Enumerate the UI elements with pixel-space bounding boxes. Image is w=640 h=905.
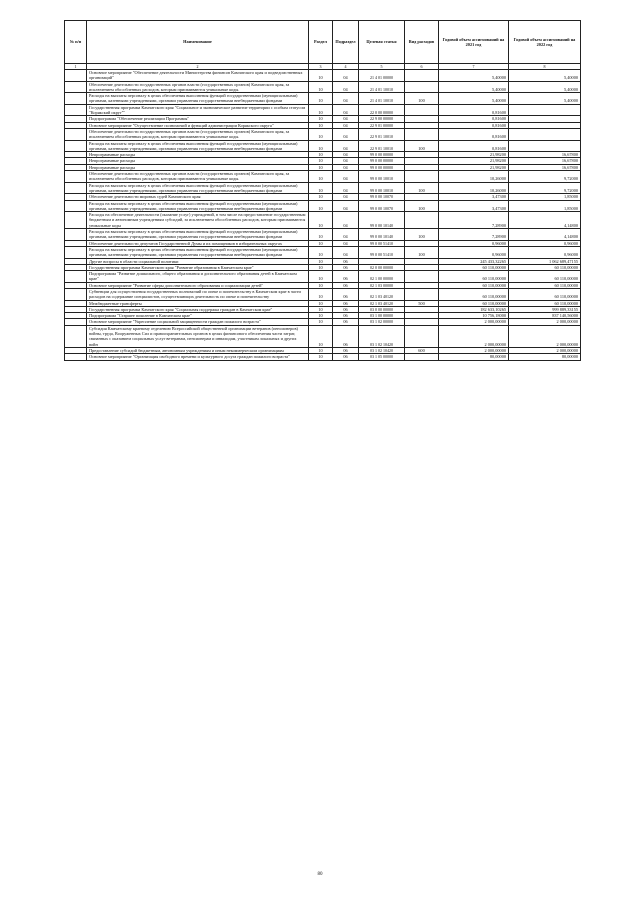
row-podrazdel: 04 — [333, 93, 359, 105]
row-index — [65, 81, 87, 93]
row-amount-2021: 0,81600 — [439, 116, 509, 122]
row-expense-type — [405, 288, 439, 300]
row-razdel: 10 — [309, 128, 333, 140]
table-header-row — [65, 21, 581, 64]
row-name: Расходы на обеспечение деятельности (оказание услуг) учреждений, в том числе на предоставление государственным бюджетным и автономным учреждениям субсидий, за исключением обособленных расходов, которым присваиваются уникальные коды — [87, 212, 309, 229]
row-amount-2021: 5,40000 — [439, 81, 509, 93]
column-header: Годовой объем ассигнований на 2022 год — [509, 21, 581, 64]
row-name: Расходы на выплаты персоналу в целях обеспечения выполнения функций государственными (муниципальными) органами, казенными учреждениями, органами управления государственными внебюджетными фондами — [87, 182, 309, 194]
row-amount-2022: 4,14800 — [509, 229, 581, 241]
row-podrazdel: 06 — [333, 354, 359, 360]
row-name: Подпрограмма "Обеспечение реализации Программы" — [87, 116, 309, 122]
row-expense-type: 100 — [405, 246, 439, 258]
row-razdel: 10 — [309, 288, 333, 300]
row-target-article: 03 1 00 00000 — [359, 313, 405, 319]
table-row — [65, 171, 581, 183]
row-target-article: 03 1 02 10420 — [359, 347, 405, 353]
row-podrazdel: 04 — [333, 200, 359, 212]
row-name: Непрограммные расходы — [87, 152, 309, 158]
table-row — [65, 81, 581, 93]
row-podrazdel: 04 — [333, 171, 359, 183]
row-razdel: 10 — [309, 158, 333, 164]
table-row — [65, 288, 581, 300]
row-amount-2022: 2 000,00000 — [509, 347, 581, 353]
row-razdel: 10 — [309, 264, 333, 270]
row-target-article: 02 1 03 40120 — [359, 288, 405, 300]
row-amount-2021: 0,96000 — [439, 240, 509, 246]
table-row — [65, 300, 581, 306]
row-expense-type — [405, 171, 439, 183]
row-name: Основное мероприятие "Укрепление социальной защищенности граждан пожилого возраста" — [87, 319, 309, 325]
row-target-article: 99 0 00 10010 — [359, 171, 405, 183]
row-razdel: 10 — [309, 212, 333, 229]
column-number: 7 — [439, 64, 509, 70]
row-podrazdel: 04 — [333, 152, 359, 158]
row-name: Расходы на выплаты персоналу в целях обеспечения выполнения функций государственными (муниципальными) органами, казенными учреждениями, органами управления государственными внебюджетными фондами — [87, 229, 309, 241]
row-expense-type — [405, 81, 439, 93]
row-name: Непрограммные расходы — [87, 158, 309, 164]
table-row — [65, 194, 581, 200]
table-row — [65, 325, 581, 347]
row-index — [65, 271, 87, 283]
row-expense-type: 100 — [405, 200, 439, 212]
row-name: Расходы на выплаты персоналу в целях обеспечения выполнения функций государственными (муниципальными) органами, казенными учреждениями, органами управления государственными внебюджетными фондами — [87, 140, 309, 152]
row-amount-2021: 80,00000 — [439, 354, 509, 360]
row-podrazdel: 04 — [333, 240, 359, 246]
row-target-article: 22 0 00 00000 — [359, 104, 405, 116]
row-target-article: 22 9 00 00000 — [359, 116, 405, 122]
row-target-article: 99 0 00 00000 — [359, 158, 405, 164]
document-page — [64, 20, 580, 361]
row-amount-2021: 60 110,00000 — [439, 300, 509, 306]
column-header: Наименование — [87, 21, 309, 64]
row-podrazdel: 04 — [333, 212, 359, 229]
row-amount-2021: 21,98200 — [439, 158, 509, 164]
row-podrazdel: 04 — [333, 140, 359, 152]
table-row — [65, 282, 581, 288]
row-target-article: 03 1 05 00000 — [359, 354, 405, 360]
row-razdel: 10 — [309, 140, 333, 152]
row-podrazdel: 06 — [333, 347, 359, 353]
row-expense-type — [405, 325, 439, 347]
row-amount-2022: 2 000,00000 — [509, 325, 581, 347]
row-target-article: 99 0 00 00000 — [359, 152, 405, 158]
row-expense-type: 100 — [405, 182, 439, 194]
row-podrazdel: 04 — [333, 70, 359, 82]
row-podrazdel: 06 — [333, 325, 359, 347]
row-podrazdel: 04 — [333, 122, 359, 128]
row-target-article: 22 9 01 10010 — [359, 128, 405, 140]
column-number: 3 — [309, 64, 333, 70]
row-podrazdel: 04 — [333, 164, 359, 170]
table-row — [65, 229, 581, 241]
row-podrazdel: 06 — [333, 282, 359, 288]
row-amount-2021: 0,81600 — [439, 104, 509, 116]
row-razdel: 10 — [309, 258, 333, 264]
row-target-article: 03 1 02 00000 — [359, 319, 405, 325]
row-razdel: 10 — [309, 116, 333, 122]
row-amount-2022 — [509, 140, 581, 152]
row-target-article: 99 0 00 51410 — [359, 246, 405, 258]
row-amount-2021: 0,81600 — [439, 140, 509, 152]
row-podrazdel: 06 — [333, 313, 359, 319]
row-podrazdel: 06 — [333, 319, 359, 325]
column-header: № п/п — [65, 21, 87, 64]
row-name: Государственная программа Камчатского края "Социальное и экономическое развитие территории с особым статусом "Корякский округ"" — [87, 104, 309, 116]
row-name: Субсидия Камчатскому краевому отделению Всероссийской общественной организации ветеранов (пенсионеров) войны, труда, Вооруженных Сил и правоохранительных органов в целях финансового обеспечения части затрат, связанных с оказанием социальных услуг ветеранам, пенсионерам и инвалидам, участникам локальных и других войн — [87, 325, 309, 347]
row-index — [65, 140, 87, 152]
row-name: Непрограммные расходы — [87, 164, 309, 170]
row-index — [65, 229, 87, 241]
row-target-article: 21 4 01 00000 — [359, 70, 405, 82]
row-target-article: 02 1 03 40120 — [359, 300, 405, 306]
row-target-article: 21 4 01 10010 — [359, 93, 405, 105]
row-amount-2021: 7,28900 — [439, 229, 509, 241]
row-razdel: 10 — [309, 152, 333, 158]
row-expense-type: 100 — [405, 140, 439, 152]
row-razdel: 10 — [309, 325, 333, 347]
row-razdel: 10 — [309, 240, 333, 246]
row-index — [65, 70, 87, 82]
row-amount-2022: 0,96000 — [509, 240, 581, 246]
row-amount-2021: 245 433,32265 — [439, 258, 509, 264]
column-number: 4 — [333, 64, 359, 70]
row-amount-2022: 5,40000 — [509, 70, 581, 82]
row-expense-type — [405, 212, 439, 229]
row-amount-2021: 7,28900 — [439, 212, 509, 229]
row-name: Основное мероприятие "Организация свободного времени и культурного досуга граждан пожилого возраста" — [87, 354, 309, 360]
table-row — [65, 93, 581, 105]
row-podrazdel: 06 — [333, 264, 359, 270]
row-razdel: 10 — [309, 229, 333, 241]
row-expense-type — [405, 128, 439, 140]
row-amount-2021: 5,40000 — [439, 70, 509, 82]
row-amount-2022: 16,67800 — [509, 158, 581, 164]
row-name: Субвенции для осуществления государственных полномочий по опеке и попечительству в Камчатском крае в части расходов на содержание специалистов, осуществляющих деятельность по опеке и попечительству — [87, 288, 309, 300]
table-row — [65, 354, 581, 360]
row-podrazdel: 04 — [333, 246, 359, 258]
row-expense-type: 100 — [405, 229, 439, 241]
column-number: 5 — [359, 64, 405, 70]
table-row — [65, 240, 581, 246]
row-amount-2022: 80,00000 — [509, 354, 581, 360]
row-razdel: 10 — [309, 271, 333, 283]
row-amount-2021: 2 000,00000 — [439, 347, 509, 353]
row-expense-type — [405, 354, 439, 360]
row-index — [65, 171, 87, 183]
row-target-article: 99 0 00 10140 — [359, 229, 405, 241]
row-target-article: 22 9 01 00000 — [359, 122, 405, 128]
row-target-article: 22 9 01 10010 — [359, 140, 405, 152]
row-razdel: 10 — [309, 319, 333, 325]
row-podrazdel: 04 — [333, 81, 359, 93]
row-index — [65, 200, 87, 212]
row-amount-2022: 60 110,00000 — [509, 300, 581, 306]
table-row — [65, 271, 581, 283]
row-amount-2022: 60 110,00000 — [509, 282, 581, 288]
row-razdel: 10 — [309, 70, 333, 82]
row-target-article: 02 1 03 00000 — [359, 282, 405, 288]
row-podrazdel: 06 — [333, 300, 359, 306]
row-amount-2021: 10,26000 — [439, 182, 509, 194]
table-row — [65, 104, 581, 116]
row-amount-2022: 2 000,00000 — [509, 319, 581, 325]
row-target-article: 99 0 00 10070 — [359, 200, 405, 212]
row-amount-2021: 21,98200 — [439, 152, 509, 158]
row-name: Расходы на выплаты персоналу в целях обеспечения выполнения функций государственными (муниципальными) органами, казенными учреждениями, органами управления государственными внебюджетными фондами — [87, 200, 309, 212]
row-amount-2021: 60 110,00000 — [439, 271, 509, 283]
row-amount-2022: 5,40000 — [509, 93, 581, 105]
row-amount-2021: 60 110,00000 — [439, 282, 509, 288]
row-name: Государственная программа Камчатского края "Развитие образования в Камчатском крае" — [87, 264, 309, 270]
row-amount-2021: 5,40000 — [439, 93, 509, 105]
row-podrazdel: 04 — [333, 128, 359, 140]
row-name: Расходы на выплаты персоналу в целях обеспечения выполнения функций государственными (муниципальными) органами, казенными учреждениями, органами управления государственными внебюджетными фондами — [87, 93, 309, 105]
table-row — [65, 347, 581, 353]
row-target-article: 99 0 00 10010 — [359, 182, 405, 194]
row-amount-2022: 60 110,00000 — [509, 288, 581, 300]
row-target-article: 99 0 00 10140 — [359, 212, 405, 229]
row-amount-2022: 9,72000 — [509, 182, 581, 194]
row-name: Обеспечение деятельности государственных органов власти (государственных органов) Камчатского края, за исключением обособленных расходов, которым присваиваются уникальные коды. — [87, 171, 309, 183]
row-index — [65, 93, 87, 105]
row-amount-2021: 3,47300 — [439, 194, 509, 200]
row-razdel: 10 — [309, 354, 333, 360]
row-index — [65, 354, 87, 360]
row-index — [65, 104, 87, 116]
table-row — [65, 319, 581, 325]
column-header: Раздел — [309, 21, 333, 64]
row-expense-type: 600 — [405, 347, 439, 353]
row-name: Другие вопросы в области социальной политики — [87, 258, 309, 264]
row-razdel: 10 — [309, 171, 333, 183]
row-target-article: 03 1 02 10420 — [359, 325, 405, 347]
table-row — [65, 182, 581, 194]
row-amount-2021: 0,81600 — [439, 128, 509, 140]
row-razdel: 10 — [309, 300, 333, 306]
row-amount-2021: 10,26000 — [439, 171, 509, 183]
row-name: Обеспечение деятельности государственных органов власти (государственных органов) Камчатского края, за исключением обособленных расходов, которым присваиваются уникальные коды. — [87, 128, 309, 140]
row-amount-2021: 60 110,00000 — [439, 264, 509, 270]
table-row — [65, 313, 581, 319]
column-number: 6 — [405, 64, 439, 70]
row-name: Обеспечение деятельности мировых судей Камчатского края — [87, 194, 309, 200]
row-amount-2022: 16,67800 — [509, 152, 581, 158]
table-row — [65, 306, 581, 312]
row-razdel: 10 — [309, 122, 333, 128]
row-expense-type — [405, 271, 439, 283]
column-header: Годовой объем ассигнований на 2021 год — [439, 21, 509, 64]
row-name: Обеспечение деятельности депутатов Государственной Думы и их помощников в избирательных округах — [87, 240, 309, 246]
row-razdel: 10 — [309, 194, 333, 200]
row-amount-2022: 60 110,00000 — [509, 264, 581, 270]
row-target-article: 99 0 00 10070 — [359, 194, 405, 200]
row-target-article: 02 0 00 00000 — [359, 264, 405, 270]
row-target-article: 99 0 00 51410 — [359, 240, 405, 246]
row-razdel: 10 — [309, 306, 333, 312]
table-row — [65, 70, 581, 82]
row-index — [65, 246, 87, 258]
row-target-article: 99 0 00 00000 — [359, 164, 405, 170]
row-name: Подпрограмма "Развитие дошкольного, общего образования и дополнительного образования детей в Камчатском крае" — [87, 271, 309, 283]
row-name: Подпрограмма "Старшее поколение в Камчатском крае" — [87, 313, 309, 319]
row-podrazdel: 06 — [333, 258, 359, 264]
table-row — [65, 264, 581, 270]
column-header: Вид расходов — [405, 21, 439, 64]
row-podrazdel: 04 — [333, 116, 359, 122]
row-amount-2022: 4,14800 — [509, 212, 581, 229]
column-number: 8 — [509, 64, 581, 70]
row-razdel: 10 — [309, 313, 333, 319]
row-index — [65, 325, 87, 347]
row-index — [65, 288, 87, 300]
row-razdel: 10 — [309, 347, 333, 353]
row-podrazdel: 06 — [333, 288, 359, 300]
table-row — [65, 128, 581, 140]
row-amount-2021: 0,81600 — [439, 122, 509, 128]
row-podrazdel: 06 — [333, 271, 359, 283]
row-podrazdel: 06 — [333, 306, 359, 312]
row-amount-2022 — [509, 104, 581, 116]
column-number: 1 — [65, 64, 87, 70]
table-row — [65, 246, 581, 258]
row-razdel: 10 — [309, 164, 333, 170]
row-index — [65, 128, 87, 140]
row-amount-2022: 1 062 689,47155 — [509, 258, 581, 264]
row-amount-2022: 16,67800 — [509, 164, 581, 170]
row-amount-2021: 21,98200 — [439, 164, 509, 170]
row-podrazdel: 04 — [333, 182, 359, 194]
row-name: Основное мероприятие "Обеспечение деятельности Министерства финансов Камчатского края и подведомственных организаций" — [87, 70, 309, 82]
row-amount-2022: 1,85000 — [509, 194, 581, 200]
row-amount-2022: 60 110,00000 — [509, 271, 581, 283]
row-index — [65, 212, 87, 229]
row-amount-2022: 5,40000 — [509, 81, 581, 93]
row-podrazdel: 04 — [333, 194, 359, 200]
row-amount-2021: 182 633,10265 — [439, 306, 509, 312]
row-expense-type: 500 — [405, 300, 439, 306]
table-row — [65, 212, 581, 229]
row-podrazdel: 04 — [333, 229, 359, 241]
row-name: Основное мероприятие "Развитие сферы дополнительного образования и социализации детей" — [87, 282, 309, 288]
table-row — [65, 116, 581, 122]
row-name: Предоставление субсидий бюджетным, автономным учреждениям и иным некоммерческим организациям — [87, 347, 309, 353]
row-target-article: 21 4 01 10010 — [359, 81, 405, 93]
row-amount-2021: 3,47300 — [439, 200, 509, 212]
row-razdel: 10 — [309, 246, 333, 258]
row-name: Межбюджетные трансферты — [87, 300, 309, 306]
row-razdel: 10 — [309, 282, 333, 288]
column-header: Целевая статья — [359, 21, 405, 64]
row-amount-2022 — [509, 128, 581, 140]
row-name: Государственная программа Камчатского края "Социальная поддержка граждан в Камчатском крае" — [87, 306, 309, 312]
budget-table — [64, 20, 581, 361]
row-amount-2021: 60 110,00000 — [439, 288, 509, 300]
row-name: Основное мероприятие "Осуществление полномочий и функций администрации Корякского округа" — [87, 122, 309, 128]
row-razdel: 10 — [309, 200, 333, 212]
row-expense-type: 100 — [405, 93, 439, 105]
table-row — [65, 122, 581, 128]
row-podrazdel: 04 — [333, 104, 359, 116]
row-expense-type — [405, 104, 439, 116]
row-razdel: 10 — [309, 104, 333, 116]
row-amount-2022: 837 140,56000 — [509, 313, 581, 319]
row-name: Обеспечение деятельности государственных органов власти (государственных органов) Камчатского края, за исключением обособленных расходов, которым присваиваются уникальные коды. — [87, 81, 309, 93]
row-amount-2022: 0,96000 — [509, 246, 581, 258]
table-row — [65, 258, 581, 264]
column-number: 2 — [87, 64, 309, 70]
row-amount-2021: 0,96000 — [439, 246, 509, 258]
row-amount-2021: 2 000,00000 — [439, 325, 509, 347]
row-index — [65, 182, 87, 194]
row-target-article: 03 0 00 00000 — [359, 306, 405, 312]
row-amount-2021: 2 000,00000 — [439, 319, 509, 325]
column-header: Подраздел — [333, 21, 359, 64]
row-name: Расходы на выплаты персоналу в целях обеспечения выполнения функций государственными (муниципальными) органами, казенными учреждениями, органами управления государственными внебюджетными фондами — [87, 246, 309, 258]
row-razdel: 10 — [309, 81, 333, 93]
row-razdel: 10 — [309, 182, 333, 194]
table-row — [65, 200, 581, 212]
table-body — [65, 70, 581, 361]
row-target-article: 02 1 00 00000 — [359, 271, 405, 283]
row-amount-2021: 10 756,18000 — [439, 313, 509, 319]
row-amount-2022: 9,72000 — [509, 171, 581, 183]
page-number: 80 — [317, 872, 323, 877]
row-amount-2022: 1,85000 — [509, 200, 581, 212]
row-expense-type — [405, 70, 439, 82]
row-podrazdel: 04 — [333, 158, 359, 164]
row-amount-2022: 999 889,33155 — [509, 306, 581, 312]
row-razdel: 10 — [309, 93, 333, 105]
table-row — [65, 140, 581, 152]
